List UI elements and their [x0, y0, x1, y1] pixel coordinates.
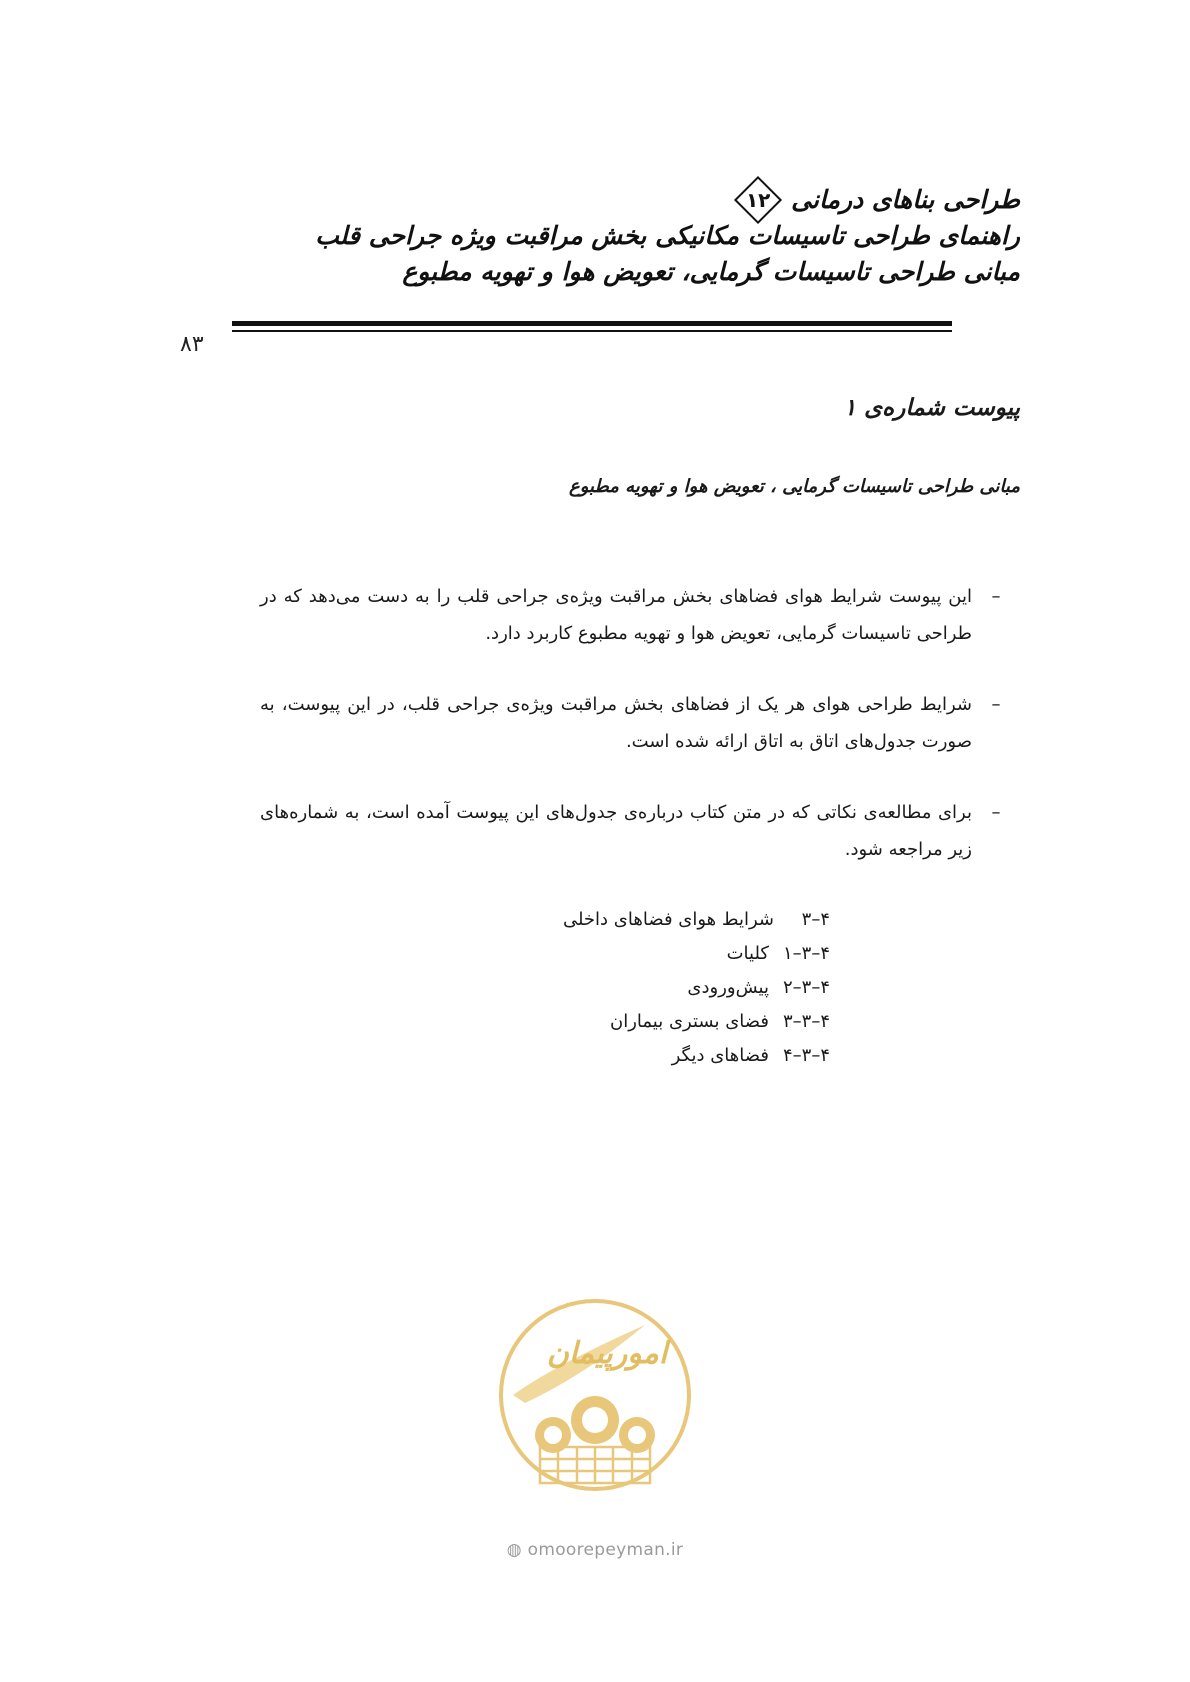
bullet-dash: – [991, 694, 1001, 715]
book-title: راهنمای طراحی تاسیسات مکانیکی بخش مراقبت ویژه جراحی قلب [315, 221, 1020, 250]
watermark-logo-icon [495, 1295, 695, 1495]
series-line [160, 182, 1020, 218]
appendix-subtitle: مبانی طراحی تاسیسات گرمایی ، تعویض هوا و تهویه مطبوع [569, 476, 1020, 497]
reference-row [563, 903, 830, 937]
reference-label: شرایط هوای فضاهای داخلی [562, 909, 774, 930]
bullet-text: شرایط طراحی هوای هر یک از فضاهای بخش مراقبت ویژه‌ی جراحی قلب، در این پیوست، به صورت جدول‌های اتاق به اتاق ارائه شده است. [260, 694, 972, 752]
watermark-site [0, 1540, 1190, 1560]
header-rule-thick [232, 321, 952, 326]
reference-row [563, 971, 830, 1005]
page-number: ۸۳ [180, 332, 204, 357]
series-number-diamond-icon [734, 176, 782, 224]
globe-icon: ◍ [506, 1540, 522, 1560]
bullet-list [260, 578, 1020, 902]
chapter-title: مبانی طراحی تاسیسات گرمایی، تعویض هوا و تهویه مطبوع [402, 257, 1020, 286]
watermark-url: omoorepeyman.ir [527, 1540, 684, 1560]
page-header [160, 182, 1020, 290]
reference-number: ۴–۳ [801, 909, 830, 930]
reference-row [563, 937, 830, 971]
bullet-dash: – [991, 802, 1001, 823]
bullet-item [260, 686, 1020, 760]
series-number: ۱۲ [745, 188, 771, 213]
reference-number: ۴–۳–۱ [782, 943, 830, 964]
reference-number: ۴–۳–۴ [782, 1045, 830, 1066]
bullet-item [260, 578, 1020, 652]
reference-label: فضای بستری بیماران [609, 1011, 769, 1032]
section-reference-list [563, 903, 830, 1073]
header-rule-thin [232, 330, 952, 332]
bullet-text: برای مطالعه‌ی نکاتی که در متن کتاب درباره‌ی جدول‌های این پیوست آمده است، به شماره‌های زیر مراجعه شود. [260, 802, 972, 860]
reference-label: فضاهای دیگر [671, 1045, 769, 1066]
reference-label: کلیات [726, 943, 769, 964]
logo-text: امورپیمان [546, 1336, 668, 1371]
bullet-dash: – [991, 586, 1001, 607]
reference-number: ۴–۳–۳ [782, 1011, 830, 1032]
appendix-title: پیوست شماره‌ی ۱ [843, 395, 1020, 421]
series-title: طراحی بناهای درمانی [791, 185, 1020, 214]
reference-row [563, 1005, 830, 1039]
bullet-text: این پیوست شرایط هوای فضاهای بخش مراقبت ویژه‌ی جراحی قلب را به دست می‌دهد که در طراحی تاسیسات گرمایی، تعویض هوا و تهویه مطبوع کاربرد دارد. [260, 586, 972, 644]
reference-label: پیش‌ورودی [687, 977, 769, 998]
reference-row [563, 1039, 830, 1073]
bullet-item [260, 794, 1020, 868]
reference-number: ۴–۳–۲ [782, 977, 830, 998]
